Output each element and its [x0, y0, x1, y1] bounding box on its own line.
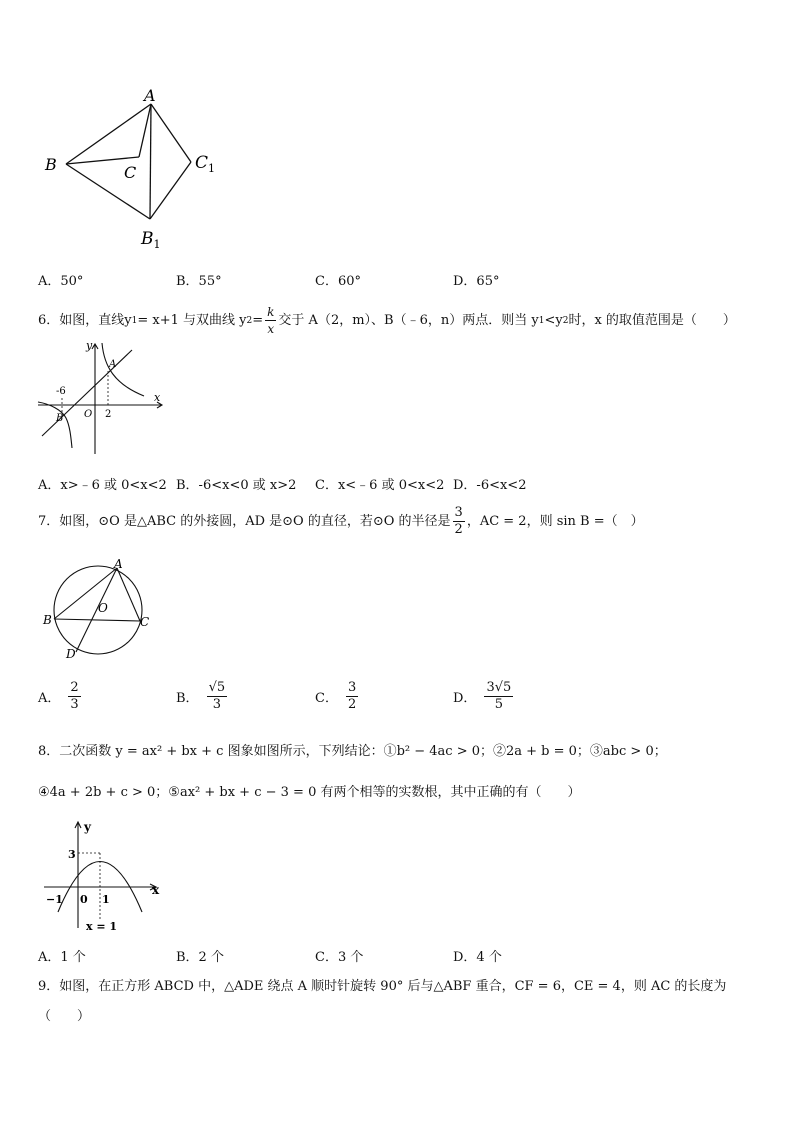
q9-stem-line-2: （ ） [38, 1009, 91, 1024]
q7-label-C: C [140, 615, 150, 629]
q8-option-a[interactable]: A．1 个 [38, 950, 86, 965]
q7-label-D: D [66, 647, 76, 661]
q8-tick-1: 1 [102, 893, 110, 906]
q8-graph [38, 816, 166, 934]
q8-stem-line-2: ④4a + 2b + c > 0；⑤ax² + bx + c − 3 = 0 有两个相等的实数根，其中正确的有（ ） [38, 785, 581, 800]
q7-fraction: $\frac{3}{2}$ [454, 505, 463, 537]
q8-axis-of-symmetry-label: x = 1 [86, 920, 118, 933]
q5-option-b[interactable]: B．55° [176, 274, 222, 289]
q7-figure [40, 558, 156, 662]
q8-option-d[interactable]: D．4 个 [453, 950, 502, 965]
q6-sub: 2 [562, 315, 569, 326]
q7-option-letter: C． [315, 691, 338, 706]
q5-figure [38, 82, 228, 254]
q6-tick-neg6: -6 [56, 386, 66, 397]
q6-graph [36, 338, 170, 456]
label-B: B [45, 155, 57, 174]
q6-stem [38, 304, 736, 337]
q6-stem-part: = x+1 与双曲线 y [137, 312, 247, 328]
q6-sub: 2 [246, 315, 253, 326]
q6-stem-part: 交于 A（2，m）、B（﹣6，n）两点．则当 y [278, 312, 539, 328]
q6-stem-part: <y [544, 312, 563, 328]
q7-option-fraction: $\frac{3√5}{5}$ [486, 680, 512, 712]
q8-y-label: y [84, 820, 91, 834]
q7-label-B: B [43, 613, 52, 627]
q6-point-B: B [56, 413, 64, 424]
q6-fraction: $\frac{k}{x}$ [267, 305, 275, 336]
q7-option-fraction: $\frac{3}{2}$ [347, 680, 357, 712]
q5-option-d[interactable]: D．65° [453, 274, 500, 289]
q8-option-b[interactable]: B．2 个 [176, 950, 224, 965]
q7-label-O: O [98, 601, 108, 615]
label-B1: $B_1$ [141, 229, 161, 251]
label-A: A [144, 86, 156, 105]
q8-tick-neg1: −1 [46, 893, 63, 906]
q7-option-fraction: $\frac{√5}{3}$ [208, 680, 226, 712]
q7-option-letter: A． [38, 691, 61, 706]
q7-option-c[interactable] [315, 680, 360, 713]
q6-y-label: y [86, 339, 93, 352]
q5-option-c[interactable]: C．60° [315, 274, 361, 289]
q6-sub: 1 [131, 315, 138, 326]
q8-x-label: x [152, 883, 160, 897]
q7-option-b[interactable] [176, 680, 229, 713]
q6-option-a[interactable]: A．x>﹣6 或 0<x<2 [38, 478, 167, 493]
q7-stem-part: 7．如图，⊙O 是△ABC 的外接圆，AD 是⊙O 的直径，若⊙O 的半径是 [38, 513, 451, 529]
q7-stem-part: ，AC = 2，则 sin B =（ ） [466, 513, 644, 529]
q7-option-letter: D． [453, 691, 477, 706]
q6-point-A: A [109, 359, 117, 370]
q6-option-c[interactable]: C．x<﹣6 或 0<x<2 [315, 478, 445, 493]
q7-stem [38, 505, 644, 538]
label-C: C [124, 163, 137, 182]
q7-option-a[interactable] [38, 680, 83, 713]
q8-stem-line-1: 8．二次函数 y = ax² + bx + c 图象如图所示，下列结论：①b² − 4ac > 0；②2a + b = 0；③abc > 0； [38, 744, 667, 759]
q7-option-d[interactable] [453, 680, 515, 713]
q7-label-A: A [114, 558, 123, 571]
label-C1: $C_1$ [195, 153, 216, 175]
q6-origin: O [84, 409, 93, 420]
q5-option-a[interactable]: A．50° [38, 274, 84, 289]
q8-option-c[interactable]: C．3 个 [315, 950, 364, 965]
q9-stem-line-1: 9．如图，在正方形 ABCD 中，△ADE 绕点 A 顺时针旋转 90° 后与△ABF 重合，CF = 6，CE = 4，则 AC 的长度为 [38, 979, 727, 994]
q7-option-fraction: $\frac{2}{3}$ [70, 680, 79, 712]
q6-tick-2: 2 [105, 409, 112, 420]
q6-stem-part: 时，x 的取值范围是（ ） [568, 312, 736, 328]
q8-tick-0: 0 [80, 893, 88, 906]
q6-stem-part: = [252, 312, 264, 328]
q6-x-label: x [154, 391, 161, 404]
q6-option-b[interactable]: B．-6<x<0 或 x>2 [176, 478, 297, 493]
q6-option-d[interactable]: D．-6<x<2 [453, 478, 527, 493]
q7-option-letter: B． [176, 691, 199, 706]
q6-stem-part: 6．如图，直线y [38, 312, 132, 328]
q8-tick-3: 3 [68, 848, 76, 861]
q6-sub: 1 [538, 315, 545, 326]
